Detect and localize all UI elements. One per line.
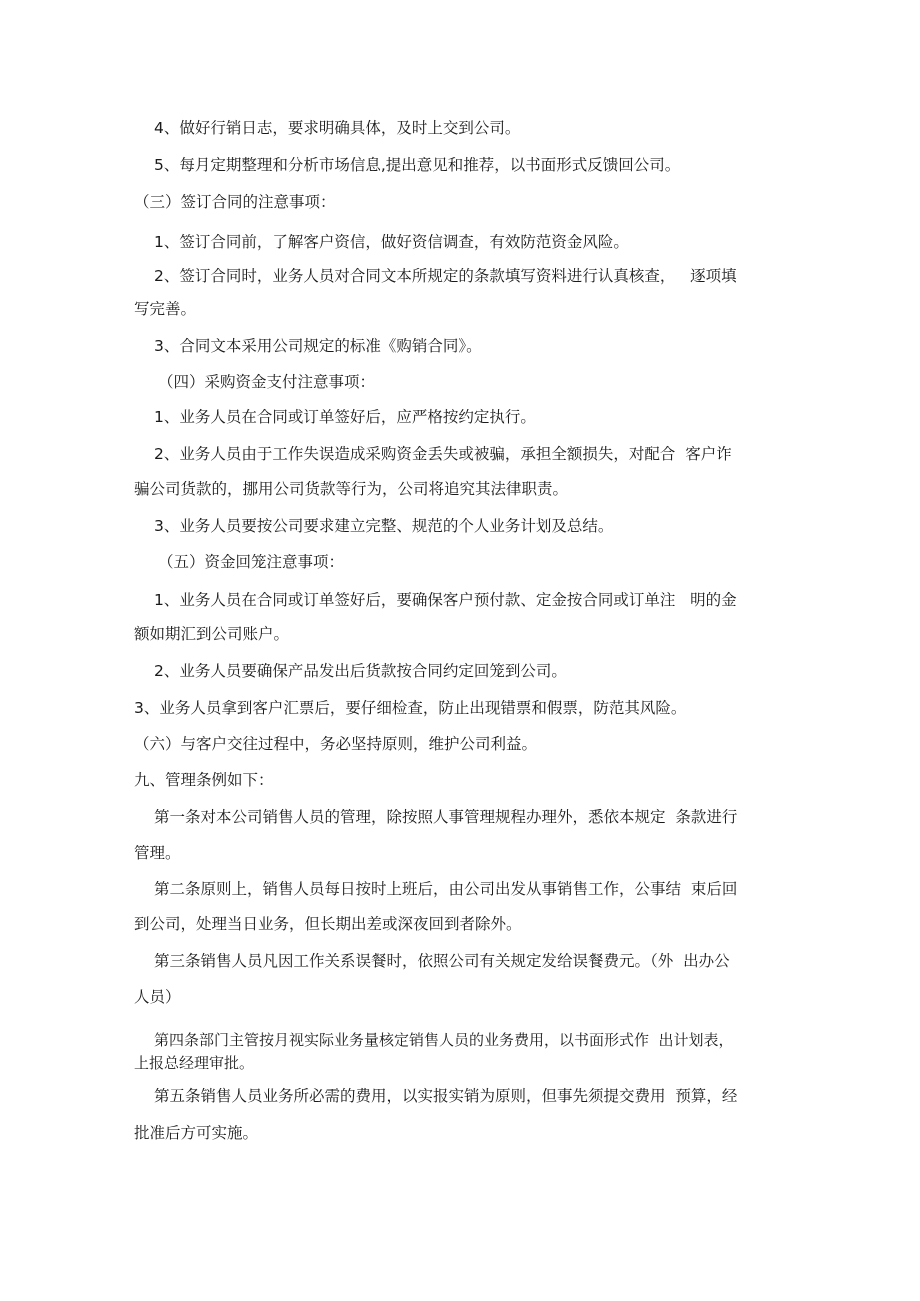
paragraph-line: 1、业务人员在合同或订单签好后，应严格按约定执行。 — [154, 408, 536, 426]
paragraph-line: 骗公司货款的，挪用公司货款等行为，公司将追究其法律职责。 — [134, 480, 569, 498]
paragraph-line: 额如期汇到公司账户。 — [134, 625, 290, 643]
chapter-heading: 九、管理条例如下： — [134, 771, 274, 789]
paragraph-line: 人员） — [134, 988, 181, 1006]
paragraph-line: 2、签订合同时，业务人员对合同文本所规定的条款填写资料进行认真核查， 逐项填 — [154, 267, 737, 285]
section-heading: （六）与客户交往过程中，务必坚持原则，维护公司利益。 — [134, 735, 538, 753]
paragraph-line: 管理。 — [134, 844, 181, 862]
paragraph-line: 1、签订合同前，了解客户资信，做好资信调查，有效防范资金风险。 — [154, 233, 629, 251]
paragraph-line: 第三条销售人员凡因工作关系误餐时，依照公司有关规定发给误餐费元。（外 出办公 — [154, 952, 730, 970]
paragraph-line: 1、业务人员在合同或订单签好后，要确保客户预付款、定金按合同或订单注 明的金 — [154, 591, 737, 609]
paragraph-line: 上报总经理审批。 — [134, 1054, 255, 1072]
paragraph-line: 3、业务人员要按公司要求建立完整、规范的个人业务计划及总结。 — [154, 517, 614, 535]
paragraph-line: 第一条对本公司销售人员的管理，除按照人事管理规程办理外，悉依本规定 条款进行 — [154, 808, 738, 826]
paragraph-line: 4、做好行销日志，要求明确具体，及时上交到公司。 — [154, 119, 521, 137]
section-heading: （五）资金回笼注意事项： — [158, 553, 345, 571]
paragraph-line: 写完善。 — [134, 300, 197, 318]
section-heading: （三）签订合同的注意事项： — [134, 193, 336, 211]
paragraph-line: 第二条原则上，销售人员每日按时上班后，由公司出发从事销售工作，公事结 束后回 — [154, 880, 738, 898]
paragraph-line: 3、业务人员拿到客户汇票后，要仔细检查，防止出现错票和假票，防范其风险。 — [134, 699, 687, 717]
section-heading: （四）采购资金支付注意事项： — [158, 373, 376, 391]
paragraph-line: 2、业务人员由于工作失误造成采购资金丢失或被骗，承担全额损失，对配合 客户诈 — [154, 445, 732, 463]
paragraph-line: 到公司，处理当日业务，但长期出差或深夜回到者除外。 — [134, 915, 522, 933]
paragraph-line: 第四条部门主管按月视实际业务量核定销售人员的业务费用，以书面形式作 出计划表， — [154, 1031, 734, 1049]
paragraph-line: 2、业务人员要确保产品发出后货款按合同约定回笼到公司。 — [154, 662, 567, 680]
paragraph-line: 3、合同文本采用公司规定的标准《购销合同》。 — [154, 337, 482, 355]
paragraph-line: 批准后方可实施。 — [134, 1124, 259, 1142]
paragraph-line: 5、每月定期整理和分析市场信息,提出意见和推荐，以书面形式反馈回公司。 — [154, 156, 681, 174]
paragraph-line: 第五条销售人员业务所必需的费用，以实报实销为原则，但事先须提交费用 预算，经 — [154, 1087, 738, 1105]
